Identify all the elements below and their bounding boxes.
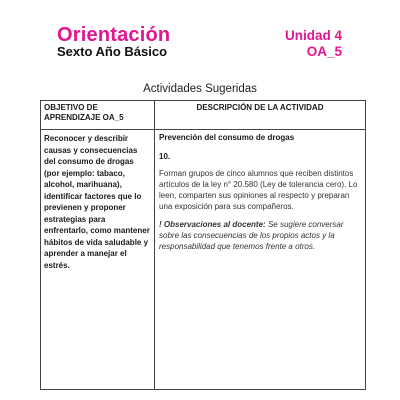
- course-subtitle: Sexto Año Básico: [57, 44, 168, 59]
- unit-label: Unidad 4: [284, 28, 342, 43]
- oa-label: OA_5: [306, 44, 342, 59]
- activity-title: Prevención del consumo de drogas: [159, 133, 295, 142]
- activities-table: [40, 100, 366, 390]
- page-title: Orientación: [57, 24, 171, 46]
- table-header-row: [41, 101, 366, 130]
- observations-text: Se sugiere conversar sobre las consecuencias de los propios actos y la responsabilidad que tenemos frente a otros.: [159, 220, 344, 251]
- description-column-header: DESCRIPCIÓN DE LA ACTIVIDAD: [155, 101, 366, 130]
- activity-number: 10.: [159, 152, 171, 161]
- observations-label: ! Observaciones al docente:: [159, 220, 266, 229]
- table-row: [41, 130, 366, 390]
- teacher-observations: [159, 219, 361, 252]
- description-cell: [155, 130, 366, 390]
- activity-text: Forman grupos de cinco alumnos que reciben distintos artículos de la ley n° 20.580 (Ley de tolerancia cero). Lo leen, comparten sus opiniones al respecto y preparan una exposición para sus compañeros.: [159, 169, 358, 211]
- objective-cell: Reconocer y describir causas y consecuencias del consumo de drogas (por ejemplo: tabaco, alcohol, marihuana), identificar factores que lo previenen y proponer estrategias para enfrentarlo, como mantener hábitos de vida saludable y aprender a manejar el estrés.: [41, 130, 155, 390]
- objective-column-header: OBJETIVO DE APRENDIZAJE OA_5: [41, 101, 155, 130]
- section-heading: Actividades Sugeridas: [143, 83, 257, 95]
